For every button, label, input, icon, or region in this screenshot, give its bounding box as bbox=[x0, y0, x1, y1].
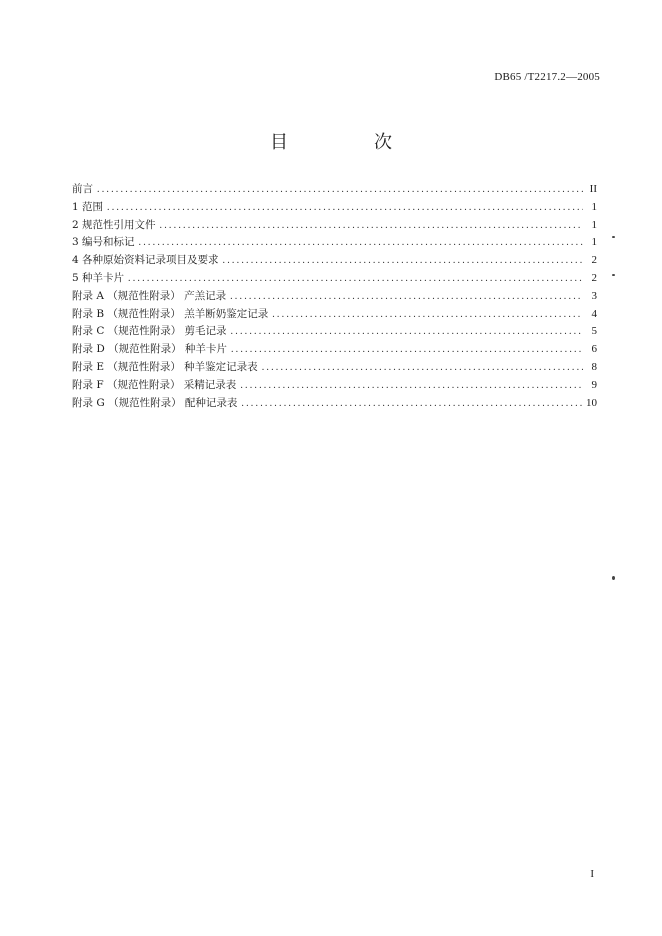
toc-entry-scope[interactable] bbox=[72, 199, 597, 217]
toc-leader-dots bbox=[160, 217, 583, 235]
scan-speck bbox=[612, 274, 615, 276]
toc-entry-annex-e[interactable] bbox=[72, 359, 597, 377]
toc-leader-dots bbox=[139, 234, 583, 252]
scan-speck bbox=[612, 236, 615, 238]
standard-code: DB65 /T2217.2—2005 bbox=[494, 71, 600, 83]
page-number: I bbox=[590, 868, 594, 880]
toc-leader-dots bbox=[231, 341, 583, 359]
toc-entry-annex-c[interactable] bbox=[72, 323, 597, 341]
toc-entry-label: 附录 D （规范性附录） 种羊卡片 bbox=[72, 343, 227, 356]
toc-leader-dots bbox=[262, 359, 583, 377]
toc-entry-label: 附录 F （规范性附录） 采精记录表 bbox=[72, 378, 237, 391]
toc-entry-page: 4 bbox=[591, 307, 597, 320]
toc-entry-label: 附录 C （规范性附录） 剪毛记录 bbox=[72, 325, 227, 338]
toc-entry-annex-g[interactable] bbox=[72, 395, 597, 413]
toc-leader-dots bbox=[231, 323, 583, 341]
toc-entry-page: 6 bbox=[591, 343, 597, 356]
toc-entry-label: 前言 bbox=[72, 183, 93, 195]
toc-entry-normative-references[interactable] bbox=[72, 217, 597, 235]
table-of-contents bbox=[72, 181, 597, 412]
toc-entry-page: 3 bbox=[591, 289, 597, 302]
toc-entry-page: 10 bbox=[586, 396, 597, 409]
toc-entry-label: 3 编号和标记 bbox=[72, 236, 135, 249]
toc-entry-page: 2 bbox=[591, 254, 597, 267]
toc-entry-annex-b[interactable] bbox=[72, 306, 597, 324]
toc-entry-page: 8 bbox=[591, 360, 597, 373]
toc-leader-dots bbox=[97, 181, 583, 199]
toc-entry-label: 附录 A （规范性附录） 产羔记录 bbox=[72, 289, 227, 302]
toc-entry-page: II bbox=[589, 183, 597, 195]
toc-entry-annex-d[interactable] bbox=[72, 341, 597, 359]
toc-entry-page: 1 bbox=[591, 218, 597, 231]
toc-entry-page: 1 bbox=[591, 236, 597, 249]
toc-entry-numbering-marking[interactable] bbox=[72, 234, 597, 252]
toc-entry-label: 附录 G （规范性附录） 配种记录表 bbox=[72, 396, 238, 409]
toc-entry-label: 4 各种原始资料记录项目及要求 bbox=[72, 254, 219, 267]
scan-speck bbox=[612, 576, 615, 580]
toc-leader-dots bbox=[230, 288, 583, 306]
toc-entry-record-items[interactable] bbox=[72, 252, 597, 270]
toc-entry-label: 2 规范性引用文件 bbox=[72, 218, 156, 231]
toc-leader-dots bbox=[241, 395, 582, 413]
toc-entry-foreword[interactable] bbox=[72, 181, 597, 199]
toc-entry-page: 2 bbox=[591, 271, 597, 284]
toc-entry-label: 附录 E （规范性附录） 种羊鉴定记录表 bbox=[72, 360, 258, 373]
toc-entry-label: 1 范围 bbox=[72, 200, 104, 213]
page-title: 目 次 bbox=[270, 132, 426, 153]
toc-entry-label: 附录 B （规范性附录） 羔羊断奶鉴定记录 bbox=[72, 307, 269, 320]
toc-entry-annex-f[interactable] bbox=[72, 377, 597, 395]
toc-leader-dots bbox=[272, 306, 583, 324]
toc-entry-page: 5 bbox=[591, 325, 597, 338]
toc-leader-dots bbox=[223, 252, 583, 270]
toc-entry-sheep-card[interactable] bbox=[72, 270, 597, 288]
toc-leader-dots bbox=[240, 377, 583, 395]
toc-leader-dots bbox=[128, 270, 583, 288]
toc-entry-page: 9 bbox=[591, 378, 597, 391]
toc-leader-dots bbox=[107, 199, 583, 217]
toc-entry-page: 1 bbox=[591, 200, 597, 213]
toc-entry-label: 5 种羊卡片 bbox=[72, 271, 125, 284]
toc-entry-annex-a[interactable] bbox=[72, 288, 597, 306]
